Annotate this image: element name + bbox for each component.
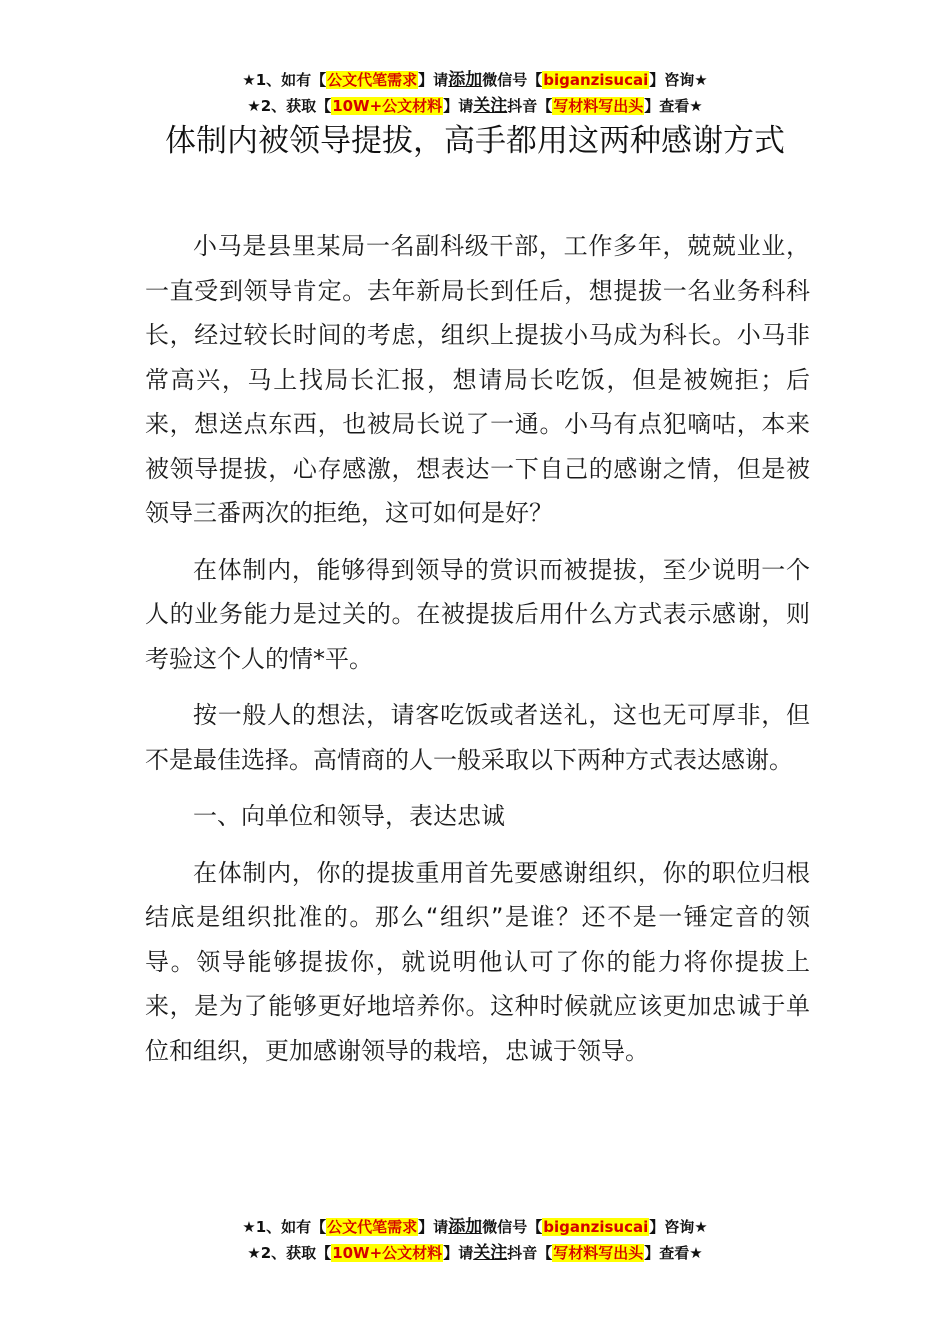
- banner-text: ★2、获取【: [247, 1244, 332, 1262]
- banner-text: 抖音【: [507, 97, 553, 115]
- banner-line-2: [0, 93, 950, 119]
- banner-text: 】请: [443, 97, 474, 115]
- banner-text: ★1、如有【: [242, 71, 327, 89]
- footer-banner: [0, 1214, 950, 1266]
- section-heading-1: 一、向单位和领导，表达忠诚: [193, 802, 505, 830]
- highlight-service: 公文代笔需求: [327, 1218, 418, 1236]
- banner-text: 】请: [418, 71, 449, 89]
- paragraph-3: 按一般人的想法，请客吃饭或者送礼，这也无可厚非，但不是最佳选择。高情商的人一般采取以下两种方式表达感谢。: [145, 701, 810, 774]
- highlight-wechat-id: biganzisucai: [543, 71, 649, 89]
- banner-text: 】查看★: [644, 1244, 703, 1262]
- banner-line-2: [0, 1240, 950, 1266]
- article-body: [145, 224, 810, 1085]
- banner-text: ★1、如有【: [242, 1218, 327, 1236]
- banner-text: 微信号【: [482, 71, 543, 89]
- highlight-douyin-id: 写材料写出头: [553, 1244, 644, 1262]
- banner-text: 】查看★: [644, 97, 703, 115]
- highlight-service: 公文代笔需求: [327, 71, 418, 89]
- header-banner: [0, 67, 950, 119]
- underlined-text: 添加: [448, 1217, 483, 1237]
- banner-text: 】请: [418, 1218, 449, 1236]
- paragraph-2: 在体制内，能够得到领导的赏识而被提拔，至少说明一个人的业务能力是过关的。在被提拔后用什么方式表示感谢，则考验这个人的情*平。: [145, 555, 810, 673]
- highlight-wechat-id: biganzisucai: [543, 1218, 649, 1236]
- banner-text: ★2、获取【: [247, 97, 332, 115]
- underlined-text: 添加: [448, 70, 483, 90]
- paragraph-4: 在体制内，你的提拔重用首先要感谢组织，你的职位归根结底是组织批准的。那么“组织”是谁？还不是一锤定音的领导。领导能够提拔你，就说明他认可了你的能力将你提拔上来，是为了能够更好地培养你。这种时候就应该更加忠诚于单位和组织，更加感谢领导的栽培，忠诚于领导。: [145, 858, 810, 1065]
- banner-text: 微信号【: [482, 1218, 543, 1236]
- page-title: 体制内被领导提拔，高手都用这两种感谢方式: [165, 123, 785, 159]
- banner-line-1: [0, 1214, 950, 1240]
- underlined-text: 关注: [473, 1243, 508, 1263]
- highlight-materials: 10W+公文材料: [332, 1244, 443, 1262]
- banner-text: 】咨询★: [649, 71, 708, 89]
- banner-text: 抖音【: [507, 1244, 553, 1262]
- highlight-materials: 10W+公文材料: [332, 97, 443, 115]
- underlined-text: 关注: [473, 96, 508, 116]
- banner-text: 】请: [443, 1244, 474, 1262]
- paragraph-1: 小马是县里某局一名副科级干部，工作多年，兢兢业业，一直受到领导肯定。去年新局长到任后，想提拔一名业务科科长，经过较长时间的考虑，组织上提拔小马成为科长。小马非常高兴，马上找局长汇报，想请局长吃饭，但是被婉拒；后来，想送点东西，也被局长说了一通。小马有点犯嘀咕，本来被领导提拔，心存感激，想表达一下自己的感谢之情，但是被领导三番两次的拒绝，这可如何是好？: [145, 232, 810, 527]
- highlight-douyin-id: 写材料写出头: [553, 97, 644, 115]
- banner-line-1: [0, 67, 950, 93]
- banner-text: 】咨询★: [649, 1218, 708, 1236]
